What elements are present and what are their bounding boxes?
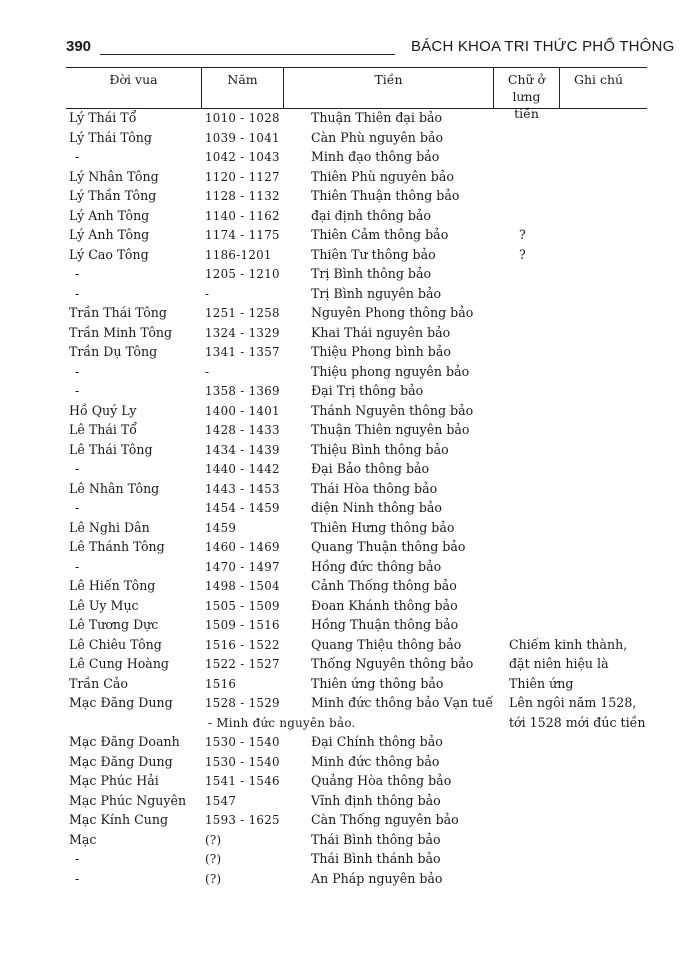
cell-coin: Thống Nguyên thông bảo <box>311 656 474 671</box>
cell-coin: Vĩnh định thông bảo <box>311 792 441 808</box>
cell-reign: Lê Nghi Dân <box>69 519 150 535</box>
column-header-years: Năm <box>202 68 284 108</box>
cell-reign: Trần Minh Tông <box>69 324 173 340</box>
cell-years: 1547 <box>205 793 237 808</box>
cell-coin: Minh đức thông bảo <box>311 753 440 769</box>
cell-coin: Thái Hòa thông bảo <box>311 480 438 496</box>
cell-coin: Thiệu phong nguyên bảo <box>311 363 470 379</box>
cell-years: 1460 - 1469 <box>205 540 280 554</box>
cell-reign: Trần Dụ Tông <box>69 344 158 359</box>
cell-reign: Lý Thần Tông <box>69 188 157 203</box>
cell-reign: - <box>75 870 80 886</box>
cell-years: (?) <box>205 871 222 886</box>
cell-years: 1528 - 1529 <box>205 696 280 710</box>
cell-years: 1400 - 1401 <box>205 403 280 418</box>
cell-years: 1120 - 1127 <box>205 169 280 184</box>
cell-reign: Lê Tương Dực <box>69 617 159 632</box>
cell-years: 1039 - 1041 <box>205 130 280 145</box>
cell-reign: - <box>75 363 80 379</box>
cell-years: 1509 - 1516 <box>205 618 280 632</box>
cell-coin: Thiên Hưng thông bảo <box>311 519 455 535</box>
cell-coin: Thuận Thiên đại bảo <box>311 110 443 125</box>
cell-reign: - <box>75 558 80 574</box>
column-header-back-inscription: Chữ ở lưng tiền <box>494 68 560 108</box>
cell-coin: Thiên Thuận thông bảo <box>311 188 460 203</box>
cell-years: 1128 - 1132 <box>205 189 280 203</box>
cell-reign: Mạc Phúc Hải <box>69 773 159 788</box>
cell-coin: Đại Bảo thông bảo <box>311 461 430 476</box>
cell-years: 1140 - 1162 <box>205 208 280 223</box>
column-header-notes: Ghi chú <box>574 72 624 87</box>
cell-coin: Đoan Khánh thông bảo <box>311 597 458 613</box>
cell-coin: Thiệu Phong bình bảo <box>311 344 451 359</box>
cell-years: 1505 - 1509 <box>205 598 280 613</box>
cell-years: 1459 <box>205 520 237 535</box>
cell-reign: - <box>75 149 80 164</box>
cell-reign: - <box>75 383 80 398</box>
cell-years: 1205 - 1210 <box>205 267 280 281</box>
cell-coin: Đại Chính thông bảo <box>311 734 443 749</box>
cell-reign: Mạc Đăng Doanh <box>69 734 180 749</box>
cell-note: Chiếm kinh thành, <box>509 636 628 652</box>
cell-years: 1440 - 1442 <box>205 462 280 476</box>
cell-coin: Thiên Phù nguyên bảo <box>311 168 454 184</box>
cell-reign: Lý Anh Tông <box>69 227 150 242</box>
cell-years: (?) <box>205 852 222 866</box>
cell-coin: Càn Thống nguyên bảo <box>311 812 459 827</box>
cell-years: 1498 - 1504 <box>205 579 280 593</box>
cell-reign: Lý Thái Tông <box>69 129 152 145</box>
cell-coin: Khai Thái nguyên bảo <box>311 324 451 340</box>
cell-years: 1516 - 1522 <box>205 637 280 652</box>
cell-reign: - <box>75 500 80 515</box>
cell-coin: Thái Bình thông bảo <box>311 831 441 847</box>
cell-coin: Hồng đức thông bảo <box>311 558 442 574</box>
cell-reign: Lý Anh Tông <box>69 207 150 223</box>
cell-reign: Lê Cung Hoàng <box>69 656 169 671</box>
cell-reign: Lê Hiến Tông <box>69 578 156 593</box>
cell-reign: - <box>75 285 80 301</box>
cell-reign: Trần Cảo <box>69 675 128 691</box>
cell-years: 1454 - 1459 <box>205 501 280 515</box>
cell-reign: Lê Chiêu Tông <box>69 636 162 652</box>
cell-years: 1443 - 1453 <box>205 481 280 496</box>
cell-reign: Lý Thái Tổ <box>69 110 137 125</box>
cell-years: 1010 - 1028 <box>205 111 280 125</box>
cell-coin: Thuận Thiên nguyên bảo <box>311 422 470 437</box>
cell-years: 1251 - 1258 <box>205 306 280 320</box>
cell-reign: Lý Cao Tông <box>69 246 149 262</box>
cell-reign: - <box>75 851 80 866</box>
cell-years: 1428 - 1433 <box>205 423 280 437</box>
column-header-coin: Tiền <box>284 68 494 108</box>
cell-reign: - <box>75 266 80 281</box>
cell-coin: Thánh Nguyên thông bảo <box>311 402 474 418</box>
cell-years: - <box>205 286 210 301</box>
cell-years: 1341 - 1357 <box>205 345 280 359</box>
cell-coin: Quang Thiệu thông bảo <box>311 636 462 652</box>
cell-coin: Trị Bình nguyên bảo <box>311 285 442 301</box>
cell-back-inscription: ? <box>519 246 526 262</box>
cell-years: 1324 - 1329 <box>205 325 280 340</box>
cell-coin: Minh đạo thông bảo <box>311 149 440 164</box>
cell-coin: Đại Trị thông bảo <box>311 383 424 398</box>
cell-years: 1522 - 1527 <box>205 657 280 671</box>
cell-coin: Nguyên Phong thông bảo <box>311 305 474 320</box>
cell-reign: Lê Nhân Tông <box>69 480 160 496</box>
cell-years: 1530 - 1540 <box>205 754 280 769</box>
cell-years: 1358 - 1369 <box>205 384 280 398</box>
cell-years: 1186-1201 <box>205 247 272 262</box>
header-rule <box>100 54 395 55</box>
cell-years: (?) <box>205 832 222 847</box>
cell-years: 1516 <box>205 676 237 691</box>
cell-years: 1593 - 1625 <box>205 813 280 827</box>
cell-coin: Quang Thuận thông bảo <box>311 539 466 554</box>
cell-years: 1530 - 1540 <box>205 735 280 749</box>
cell-coin: đại định thông bảo <box>311 207 431 223</box>
cell-reign: Mạc <box>69 831 97 847</box>
cell-reign: Lê Thánh Tông <box>69 539 165 554</box>
cell-years: 1541 - 1546 <box>205 774 280 788</box>
cell-years: 1174 - 1175 <box>205 228 280 242</box>
cell-coin: Trị Bình thông bảo <box>311 266 432 281</box>
cell-reign: Lê Thái Tông <box>69 441 153 457</box>
cell-note: tới 1528 mới đúc tiền <box>509 714 646 730</box>
cell-note: Thiên ứng <box>509 675 574 691</box>
cell-coin: Minh đức thông bảo Vạn tuế <box>311 695 494 710</box>
cell-reign: Hồ Quý Ly <box>69 402 137 418</box>
cell-coin: An Pháp nguyên bảo <box>311 870 443 886</box>
cell-reign: Mạc Đăng Dung <box>69 753 173 769</box>
cell-years: - Minh đức nguyên bảo. <box>208 715 356 730</box>
cell-years: 1434 - 1439 <box>205 442 280 457</box>
cell-years: - <box>205 364 210 379</box>
cell-years: 1042 - 1043 <box>205 150 280 164</box>
cell-coin: Càn Phù nguyên bảo <box>311 129 444 145</box>
cell-coin: Hồng Thuận thông bảo <box>311 617 459 632</box>
book-title: BÁCH KHOA TRI THỨC PHỔ THÔNG <box>411 38 675 55</box>
cell-coin: Thiên Cảm thông bảo <box>311 227 449 242</box>
page-number: 390 <box>66 38 92 55</box>
cell-reign: Trần Thái Tông <box>69 305 167 320</box>
cell-note: Lên ngôi năm 1528, <box>509 695 637 710</box>
cell-coin: diện Ninh thông bảo <box>311 500 443 515</box>
cell-reign: Mạc Phúc Nguyên <box>69 792 187 808</box>
cell-reign: Mạc Kính Cung <box>69 812 169 827</box>
cell-coin: Thiệu Bình thông bảo <box>311 441 449 457</box>
cell-reign: Lý Nhân Tông <box>69 168 159 184</box>
cell-coin: Thiên ứng thông bảo <box>311 675 444 691</box>
cell-coin: Thái Bình thánh bảo <box>311 851 441 866</box>
cell-coin: Cảnh Thống thông bảo <box>311 578 457 593</box>
cell-coin: Thiên Tư thông bảo <box>311 246 436 262</box>
column-header-reign: Đời vua <box>66 68 202 108</box>
cell-coin: Quảng Hòa thông bảo <box>311 773 452 788</box>
cell-back-inscription: ? <box>519 227 526 242</box>
cell-reign: - <box>75 461 80 476</box>
cell-reign: Mạc Đăng Dung <box>69 695 173 710</box>
cell-reign: Lê Thái Tổ <box>69 422 137 437</box>
cell-reign: Lê Uy Mục <box>69 597 139 613</box>
cell-years: 1470 - 1497 <box>205 559 280 574</box>
cell-note: đặt niên hiệu là <box>509 656 609 671</box>
